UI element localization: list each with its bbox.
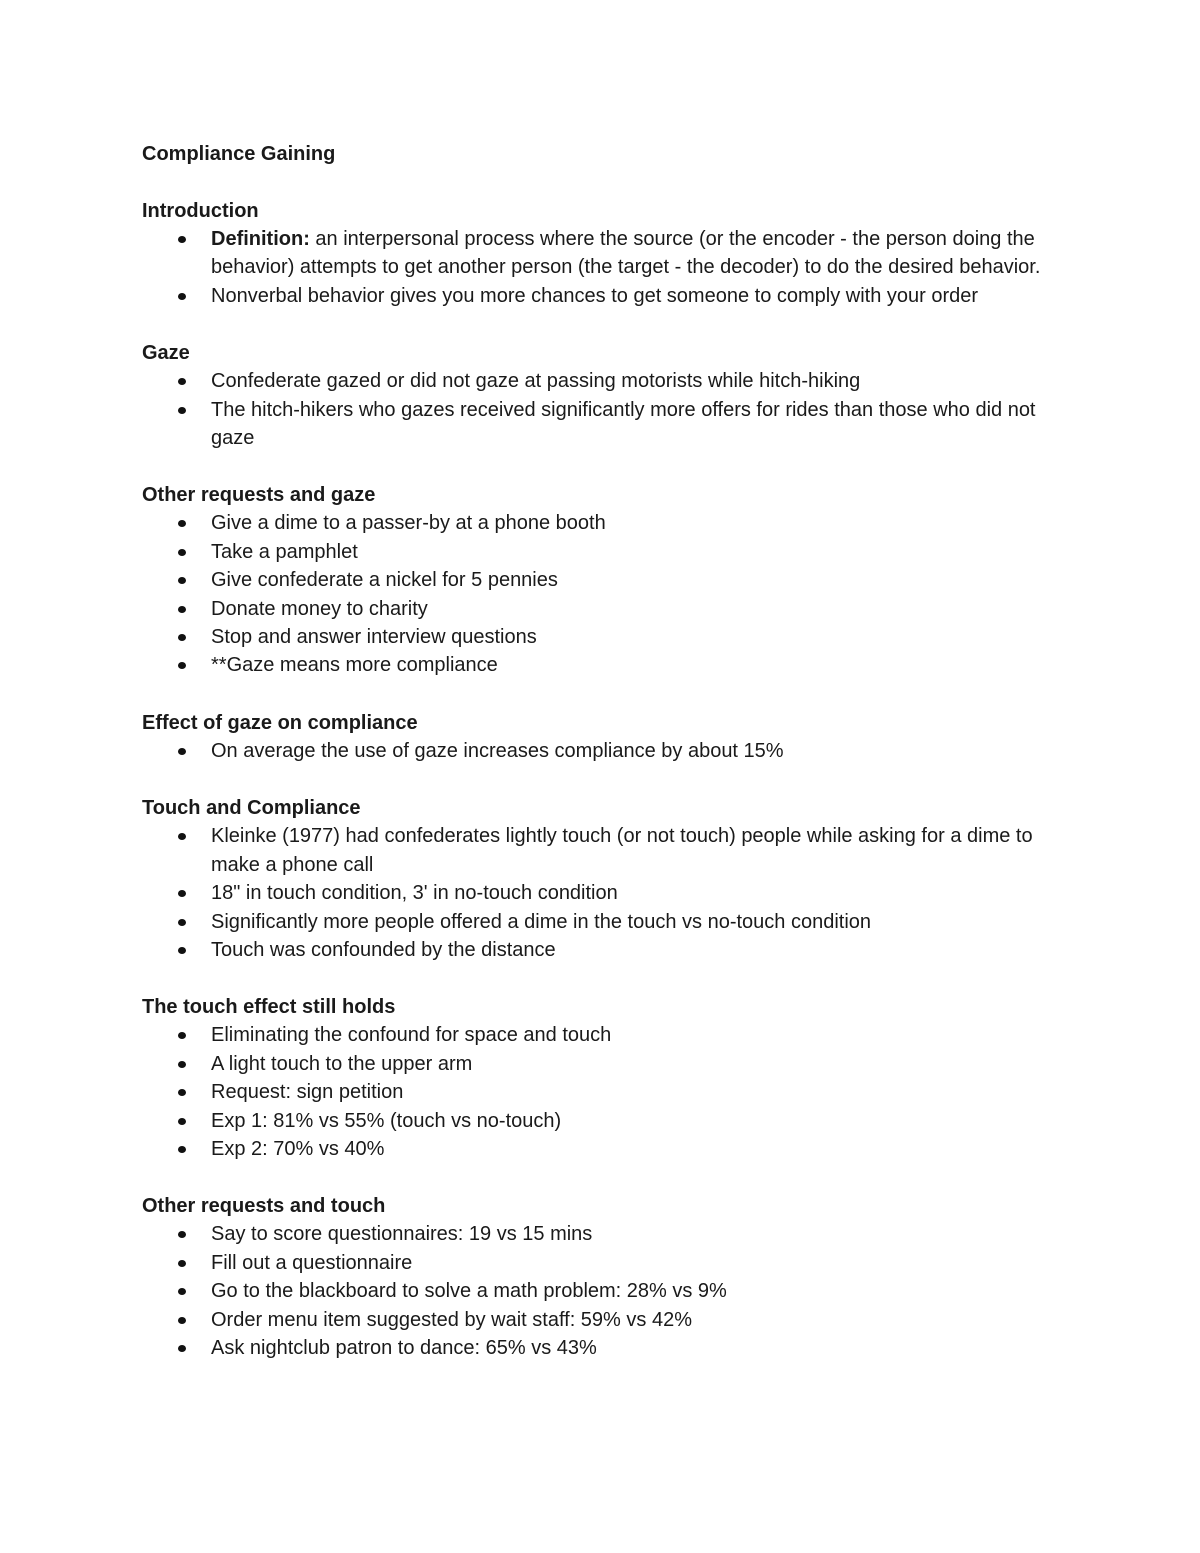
list-item <box>142 1107 1062 1135</box>
section-heading: Touch and Compliance <box>142 797 361 820</box>
section-heading: Effect of gaze on compliance <box>142 711 418 734</box>
bullet-icon <box>178 890 186 897</box>
item-text: Exp 1: 81% vs 55% (touch vs no-touch) <box>211 1109 562 1132</box>
list-item <box>142 509 1062 537</box>
bullet-icon <box>178 662 186 669</box>
item-text: 18" in touch condition, 3' in no-touch condition <box>211 882 618 905</box>
item-text: Go to the blackboard to solve a math problem: 28% vs 9% <box>211 1280 727 1303</box>
item-text: A light touch to the upper arm <box>211 1052 473 1075</box>
list-item <box>142 1334 1062 1362</box>
bullet-icon <box>178 833 186 840</box>
document-title: Compliance Gaining <box>142 143 336 165</box>
item-lead-label: Definition: <box>211 228 310 250</box>
bullet-list <box>142 367 1062 452</box>
section <box>142 481 1062 679</box>
bullet-icon <box>178 634 186 641</box>
list-item <box>142 538 1062 566</box>
list-item <box>142 282 1062 310</box>
section-heading: Introduction <box>142 200 259 222</box>
list-item <box>142 1135 1062 1163</box>
list-item <box>142 651 1062 679</box>
item-text: Give confederate a nickel for 5 pennies <box>211 569 558 592</box>
item-text: Request: sign petition <box>211 1081 404 1104</box>
list-item <box>142 879 1062 907</box>
section <box>142 339 1062 452</box>
section <box>142 794 1062 964</box>
bullet-list <box>142 822 1062 964</box>
bullet-icon <box>178 378 186 385</box>
section <box>142 197 1062 310</box>
list-item <box>142 566 1062 594</box>
bullet-icon <box>178 236 186 243</box>
bullet-icon <box>178 577 186 584</box>
list-item <box>142 908 1062 936</box>
list-item <box>142 623 1062 651</box>
section-heading: Other requests and touch <box>142 1195 386 1218</box>
bullet-icon <box>178 748 186 755</box>
list-item <box>142 737 1062 765</box>
item-text: Eliminating the confound for space and touch <box>211 1024 612 1047</box>
item-text: Fill out a questionnaire <box>211 1251 413 1274</box>
bullet-icon <box>178 1317 186 1324</box>
section <box>142 709 1062 765</box>
list-item <box>142 1220 1062 1248</box>
bullet-icon <box>178 606 186 613</box>
bullet-icon <box>178 293 186 300</box>
item-text: Say to score questionnaires: 19 vs 15 mins <box>211 1223 593 1246</box>
section-heading: Other requests and gaze <box>142 484 376 507</box>
section <box>142 993 1062 1163</box>
list-item <box>142 1277 1062 1305</box>
section-heading: The touch effect still holds <box>142 996 396 1019</box>
item-text: On average the use of gaze increases compliance by about 15% <box>211 739 784 762</box>
list-item <box>142 936 1062 964</box>
item-text: Significantly more people offered a dime in the touch vs no-touch condition <box>211 910 872 933</box>
item-text: Order menu item suggested by wait staff: 59% vs 42% <box>211 1308 692 1331</box>
bullet-icon <box>178 1032 186 1039</box>
bullet-list <box>142 225 1062 310</box>
list-item <box>142 396 1062 453</box>
item-text: Stop and answer interview questions <box>211 626 537 649</box>
bullet-icon <box>178 1146 186 1153</box>
bullet-list <box>142 1220 1062 1362</box>
item-text: Touch was confounded by the distance <box>211 938 556 961</box>
bullet-icon <box>178 1288 186 1295</box>
item-text: Kleinke (1977) had confederates lightly touch (or not touch) people while asking for a dime to make a phone call <box>211 825 1033 876</box>
bullet-icon <box>178 919 186 926</box>
list-item <box>142 822 1062 879</box>
item-text: an interpersonal process where the source (or the encoder - the person doing the behavior) attempts to get another person (the target - the decoder) to do the desired behavior. <box>211 228 1041 279</box>
list-item <box>142 225 1062 282</box>
item-text: Confederate gazed or did not gaze at passing motorists while hitch-hiking <box>211 370 861 393</box>
list-item <box>142 367 1062 395</box>
bullet-icon <box>178 549 186 556</box>
list-item <box>142 595 1062 623</box>
document-page <box>142 140 1062 1362</box>
item-text: **Gaze means more compliance <box>211 654 498 677</box>
bullet-list <box>142 509 1062 679</box>
bullet-list <box>142 737 1062 765</box>
list-item <box>142 1249 1062 1277</box>
item-text: Give a dime to a passer-by at a phone booth <box>211 512 606 535</box>
section <box>142 1192 1062 1362</box>
list-item <box>142 1306 1062 1334</box>
item-text: Nonverbal behavior gives you more chances to get someone to comply with your order <box>211 284 979 307</box>
item-text: Exp 2: 70% vs 40% <box>211 1137 385 1160</box>
bullet-list <box>142 1021 1062 1163</box>
bullet-icon <box>178 1089 186 1096</box>
item-text: Ask nightclub patron to dance: 65% vs 43% <box>211 1336 597 1359</box>
item-text: Take a pamphlet <box>211 540 358 563</box>
item-text: The hitch-hikers who gazes received significantly more offers for rides than those who did not gaze <box>211 398 1036 450</box>
bullet-icon <box>178 1260 186 1267</box>
list-item <box>142 1021 1062 1049</box>
bullet-icon <box>178 1061 186 1068</box>
list-item <box>142 1078 1062 1106</box>
bullet-icon <box>178 1118 186 1125</box>
item-text: Donate money to charity <box>211 597 428 620</box>
bullet-icon <box>178 1231 186 1238</box>
bullet-icon <box>178 947 186 954</box>
list-item <box>142 1050 1062 1078</box>
bullet-icon <box>178 407 186 414</box>
bullet-icon <box>178 520 186 527</box>
bullet-icon <box>178 1345 186 1352</box>
section-heading: Gaze <box>142 342 190 365</box>
sections-container <box>142 197 1062 1362</box>
